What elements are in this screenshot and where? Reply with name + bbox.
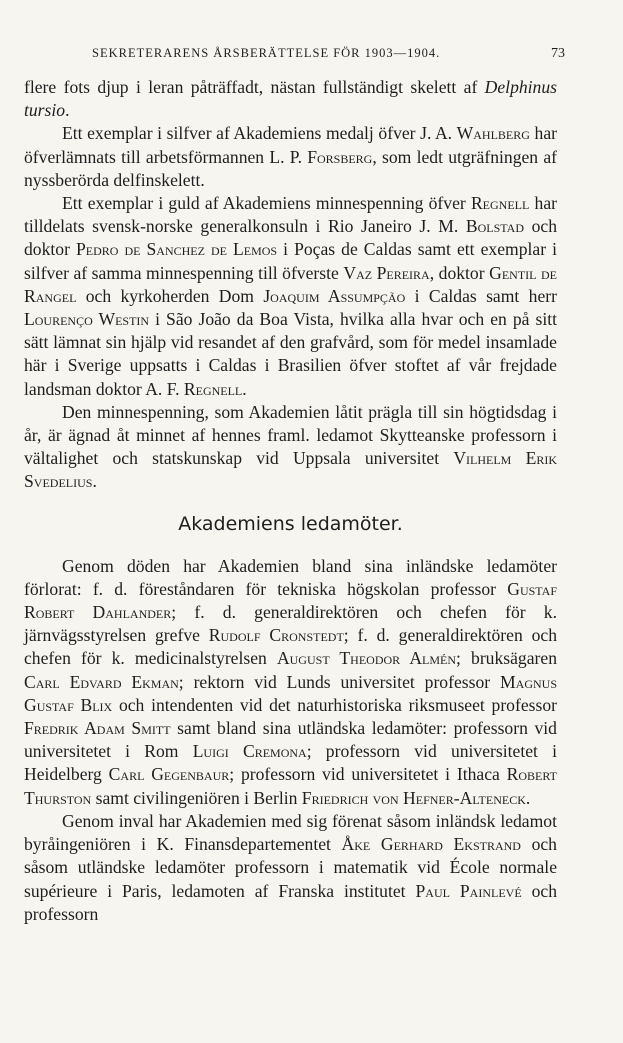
person-name: Gustaf Robert Dahlander <box>24 578 557 623</box>
person-name: Fredrik Adam Smitt <box>24 718 171 739</box>
person-name: Regnell <box>470 193 530 214</box>
person-name: Regnell <box>183 378 243 399</box>
person-name: Carl Gegenbaur <box>108 764 230 785</box>
person-name: Friedrich von Hefner-Alteneck <box>301 787 526 808</box>
person-name: Vaz Pereira <box>343 262 430 283</box>
section-heading: Akademiens ledamöter. <box>178 512 403 535</box>
person-name: Luigi Cremona <box>192 741 307 762</box>
person-name: Forsberg <box>307 146 373 167</box>
paragraph-continuation: flere fots djup i leran påträffadt, nästan fullständigt skelett af Delphinus tursio. <box>24 77 557 121</box>
paragraph-new-members: Genom inval har Akademien med sig förenat såsom inländsk ledamot byråingeniören i K. Finansdepartementet Åke Gerhard Ekstrand och såsom utländske ledamöter professorn i matematik vid École normale supérieure i Paris, ledamoten af Franska institutet Paul Painlevé och professorn <box>24 810 557 924</box>
body-text <box>24 76 557 926</box>
person-name: Paul Painlevé <box>415 880 522 901</box>
person-name: Wahlberg <box>456 123 530 144</box>
person-name: Åke Gerhard Ekstrand <box>341 834 521 855</box>
page-number: 73 <box>551 46 565 61</box>
person-name: Carl Edvard Ekman <box>24 671 179 692</box>
person-name: Gentil de Rangel <box>24 262 558 306</box>
paragraph-medal-regnell: Ett exemplar i guld af Akademiens minnespenning öfver Regnell har tilldelats svensk-norske generalkonsuln i Rio Janeiro J. M. Bolstad och doktor Pedro de Sanchez de Lemos i Poças de Caldas samt ett exemplar i silfver af samma minnespenning till öfverste Vaz Pereira, doktor Gentil de Rangel och kyrkoherden Dom Joaquim Assumpção i Caldas samt herr Lourenço Westin i São João da Boa Vista, hvilka alla hvar och en på sitt sätt lämnat sin hjälp vid resandet af den grafvård, som för medel insamlade här i Sverige uppsatts i Caldas i Brasilien öfver stoftet af vår frejdade landsman doktor A. F. Regnell. <box>24 193 558 399</box>
paragraph-deceased-members: Genom döden har Akademien bland sina inländske ledamöter förlorat: f. d. föreståndaren för tekniska högskolan professor Gustaf Robert Dahlander; f. d. generaldirektören och chefen för k. järnvägsstyrelsen grefve Rudolf Cronstedt; f. d. generaldirektören och chefen för k. medicinalstyrelsen August Theodor Almén; bruksägaren Carl Edvard Ekman; rektorn vid Lunds universitet professor Magnus Gustaf Blix och intendenten vid det naturhistoriska riksmuseet professor Fredrik Adam Smitt samt bland sina utländska ledamöter: professorn vid universitetet i Rom Luigi Cremona; professorn vid universitetet i Heidelberg Carl Gegenbaur; professorn vid universitetet i Ithaca Robert Thurston samt civilingeniören i Berlin Friedrich von Hefner-Alteneck. <box>24 555 558 808</box>
paragraph-medal-wahlberg: Ett exemplar i silfver af Akademiens medalj öfver J. A. Wahlberg har öfverlämnats till arbetsförmannen L. P. Forsberg, som ledt utgräfningen af nyssberörda delfinskelett. <box>24 123 558 190</box>
person-name: Bolstad <box>465 216 524 237</box>
person-name: August Theodor Almén <box>276 648 457 669</box>
running-head-title: SEKRETERARENS ÅRSBERÄTTELSE FÖR 1903—1904. <box>92 46 441 60</box>
person-name: Vilhelm Erik Svedelius <box>24 448 557 492</box>
person-name: Pedro de Sanchez de Lemos <box>75 239 278 260</box>
person-name: Robert Thurston <box>24 764 557 808</box>
species-name: Delphinus tursio <box>24 77 557 121</box>
paragraph-commemorative-medal: Den minnespenning, som Akademien låtit prägla till sin högtidsdag i år, är ägnad åt minnet af hennes framl. ledamot Skytteanske professorn i vältalighet och statskunskap vid Uppsala universitet Vilhelm Erik Svedelius. <box>24 401 557 492</box>
person-name: Rudolf Cronstedt <box>208 625 344 646</box>
person-name: Joaquim Assumpção <box>263 285 406 306</box>
person-name: Magnus Gustaf Blix <box>24 671 557 715</box>
person-name: Lourenço Westin <box>24 309 150 330</box>
